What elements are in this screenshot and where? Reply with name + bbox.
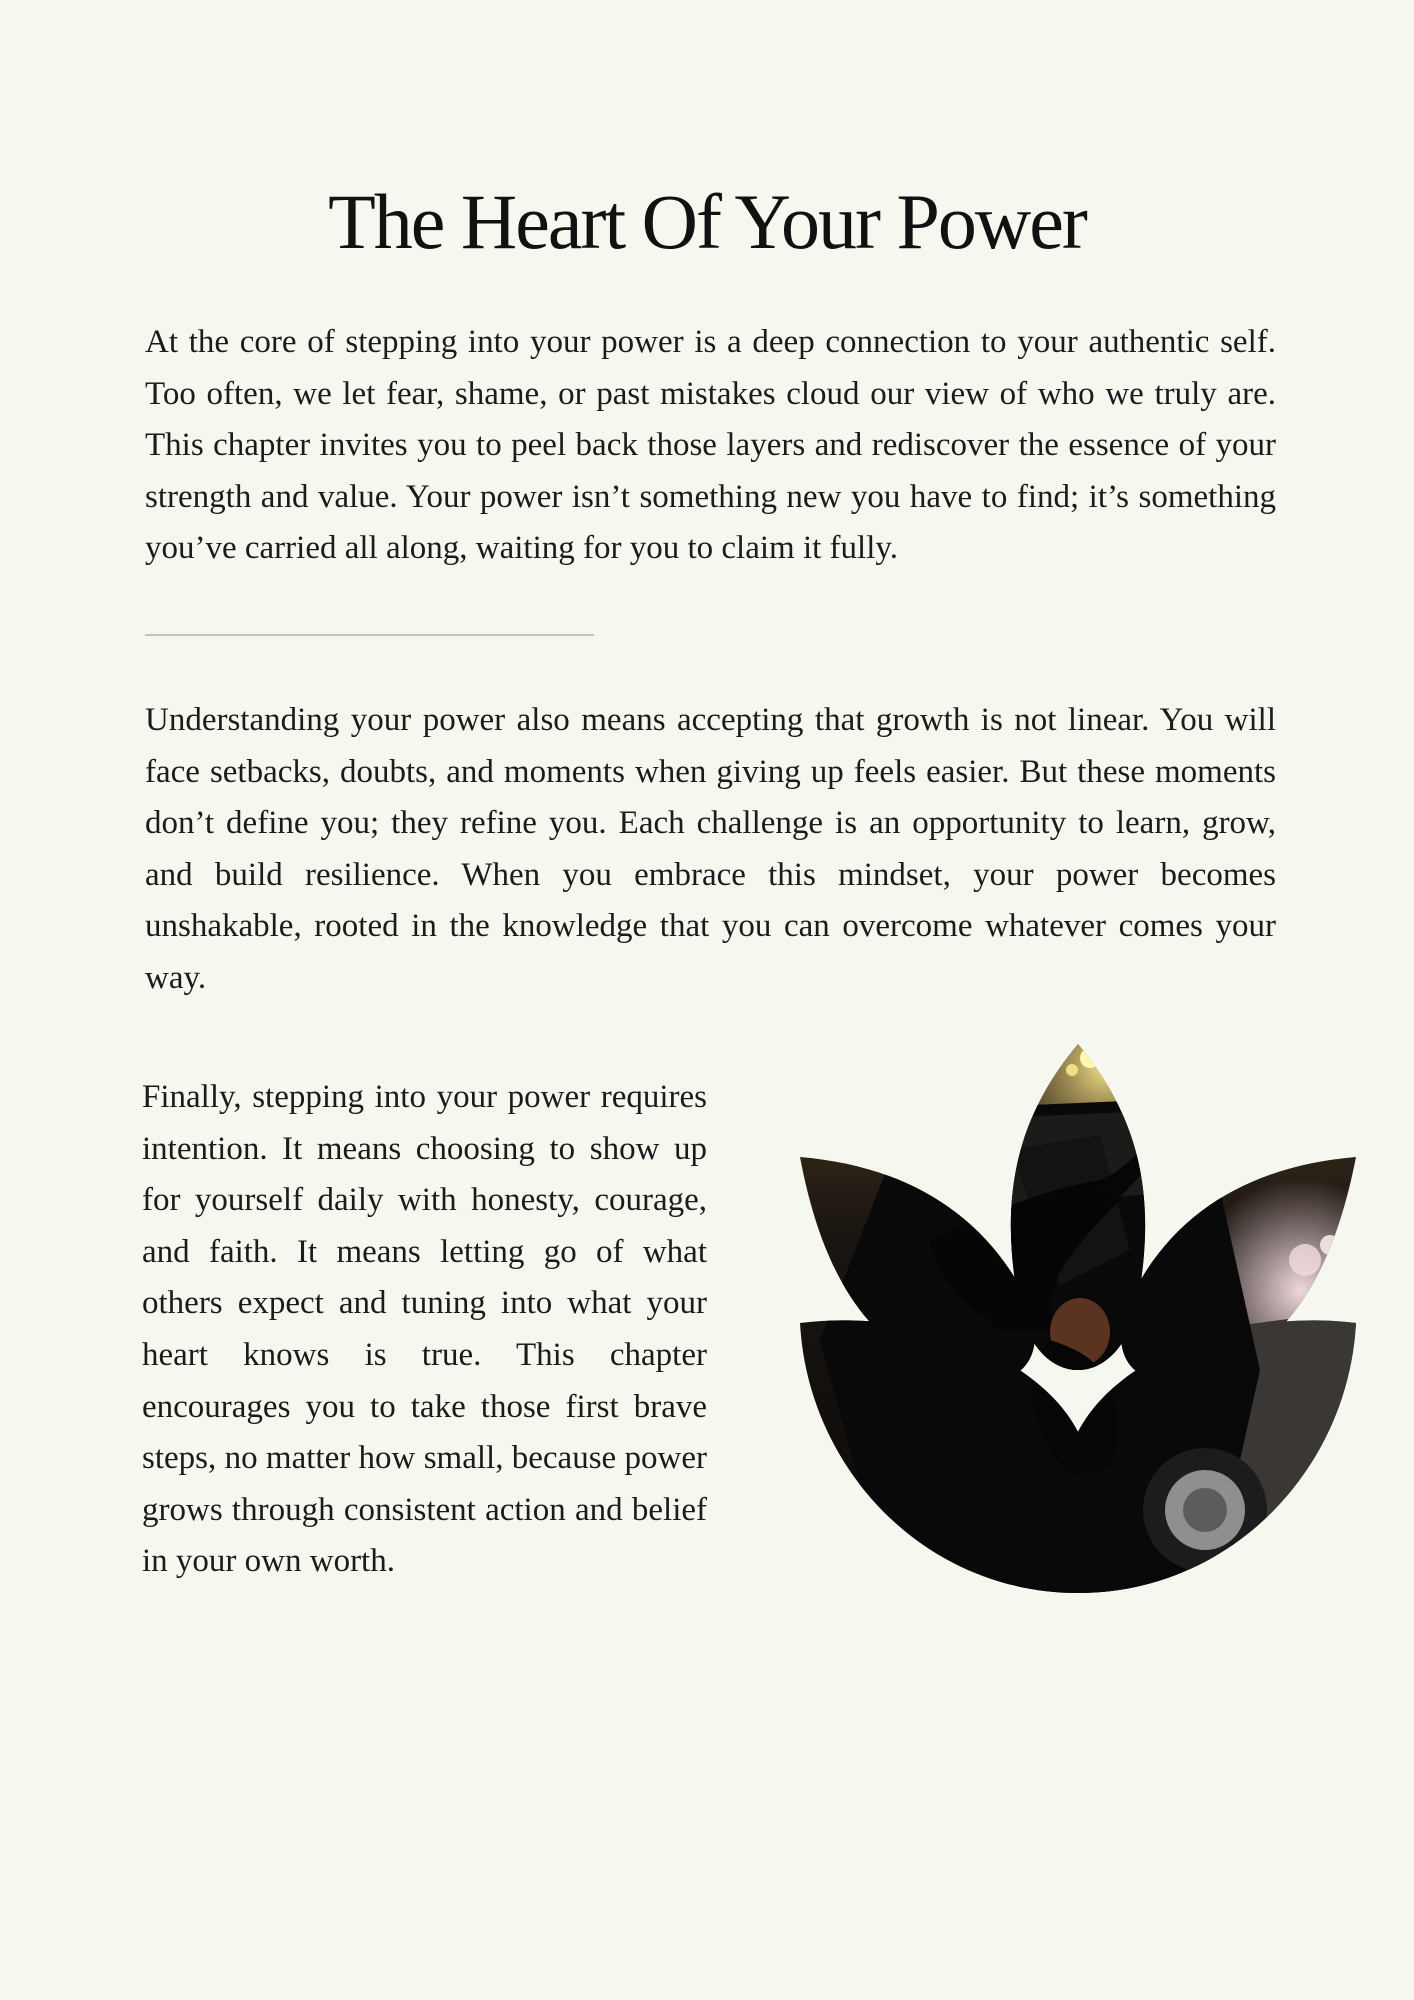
page-title: The Heart Of Your Power: [328, 178, 1086, 265]
intention-paragraph: Finally, stepping into your power requires intention. It means choosing to show up for yourself daily with honesty, courage, and faith. It means letting go of what others expect and tuning into what your heart knows is true. This chapter encourages you to take those first brave steps, no matter how small, because power grows through consistent action and belief in your own worth.: [142, 1079, 707, 1580]
lotus-photo: [800, 1040, 1356, 1595]
growth-paragraph: Understanding your power also means accepting that growth is not linear. You will face setbacks, doubts, and moments when giving up feels easier. But these moments don’t define you; they refine you. Each challenge is an opportunity to learn, grow, and build resilience. When you embrace this mindset, your power becomes unshakable, rooted in the knowledge that you can overcome whatever comes your way.: [145, 702, 1276, 996]
section-divider: [145, 634, 594, 636]
intro-paragraph: At the core of stepping into your power is a deep connection to your authentic self. Too often, we let fear, shame, or past mistakes cloud our view of who we truly are. This chapter invites you to peel back those layers and rediscover the essence of your strength and value. Your power isn’t something new you have to find; it’s something you’ve carried all along, waiting for you to claim it fully.: [145, 324, 1276, 566]
